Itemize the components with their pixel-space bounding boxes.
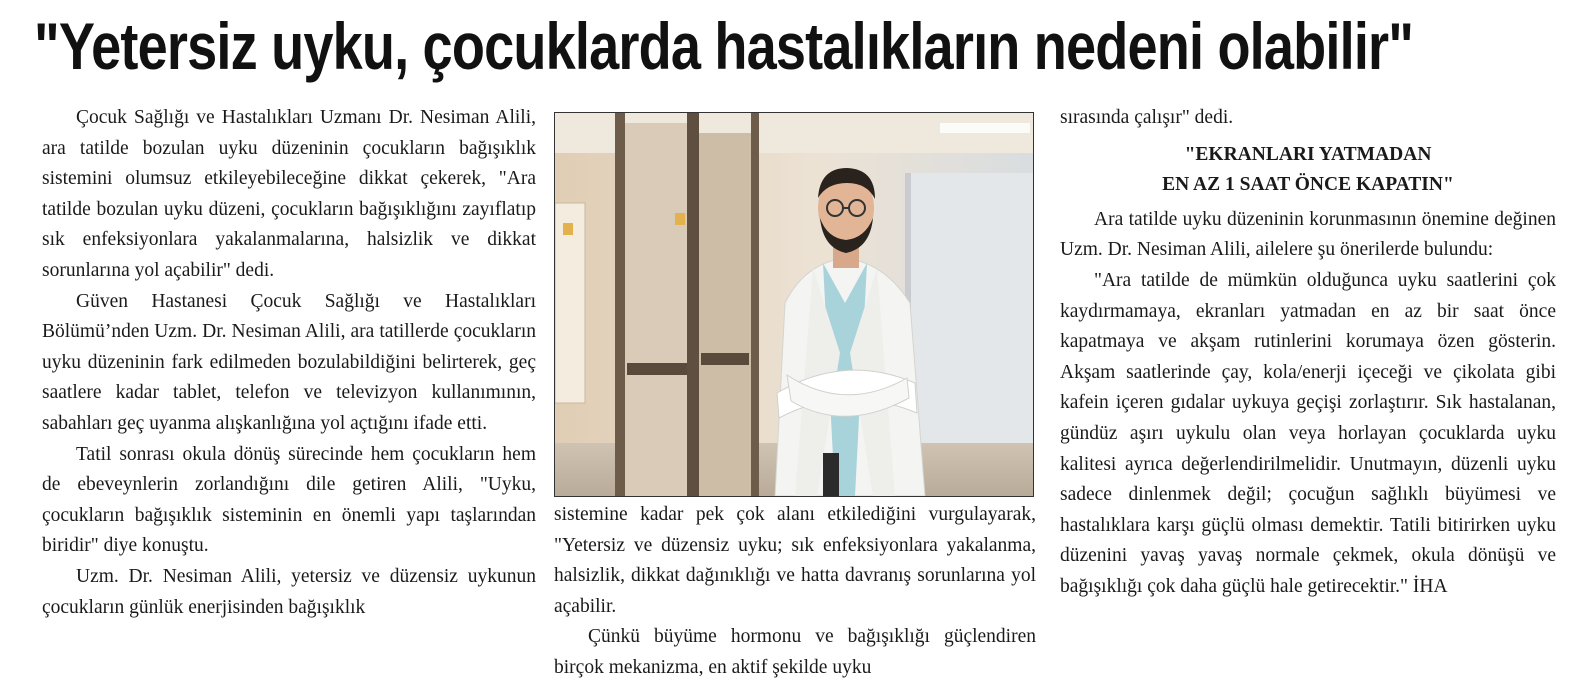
paragraph: Tatil sonrası okula dönüş sürecinde hem çocukların hem de ebeveynlerin zorlandığını dile getiren Alili, "Uyku, çocukların bağışıklık sisteminin en önemli yapı taşlarından biridir" diye konuştu. — [42, 443, 536, 557]
article-column-1 — [42, 103, 536, 623]
paragraph: sırasında çalışır" dedi. — [1060, 107, 1234, 128]
paragraph: Çocuk Sağlığı ve Hastalıkları Uzmanı Dr. Nesiman Alili, ara tatilde bozulan uyku düzeninin çocukların bağışıklık sistemini olumsuz etkileyebileceğine dikkat çekerek, "Ara tatilde bozulan uyku düzeni, çocukların bağışıklığını zayıflatıp sık enfeksiyonlara yakalanmalarına, halsizlik ve dikkat sorunlarına yol açabilir" dedi. — [42, 107, 536, 281]
subheading-line: EN AZ 1 SAAT ÖNCE KAPATIN" — [1162, 174, 1454, 196]
headline: "Yetersiz uyku, çocuklarda hastalıkların nedeni olabilir" — [34, 9, 1414, 83]
subheading — [1060, 140, 1556, 201]
paragraph: Ara tatilde uyku düzeninin korunmasının önemine değinen Uzm. Dr. Nesiman Alili, ailelere şu önerilerde bulundu: — [1060, 208, 1556, 261]
doctor-photo — [554, 112, 1034, 497]
doctor-portrait-icon — [555, 113, 1033, 496]
subheading-line: "EKRANLARI YATMADAN — [1184, 143, 1432, 165]
paragraph: "Ara tatilde de mümkün olduğunca uyku saatlerini çok kaydırmamaya, ekranları yatmadan en az bir saat önce kapatmaya ve akşam rutinlerini korumaya özen gösterin. Akşam saatlerinde çay, kola/enerji içeceği ve çikolata gibi kafein içeren gıdalar uykuya geçişi zorlaştırır. Sık hastalanan, gündüz aşırı uykulu olan veya horlayan çocuklarda uyku kalitesi ayrıca değerlendirilmelidir. Unutmayın, düzenli uyku sadece dinlenmek değil; çocuğun sağlıklı büyümesi ve hastalıklara karşı güçlü olması demektir. Tatili bitirirken uyku düzenini yavaş yavaş normale çekmek, okula dönüşü ve bağışıklığı çok daha güçlü hale getirecektir." İHA — [1060, 269, 1556, 597]
paragraph: Çünkü büyüme hormonu ve bağışıklığı güçlendiren birçok mekanizma, en aktif şekilde uyku — [554, 626, 1036, 678]
paragraph: Uzm. Dr. Nesiman Alili, yetersiz ve düzensiz uykunun çocukların günlük enerjisinden bağışıklık — [42, 565, 536, 618]
paragraph: Güven Hastanesi Çocuk Sağlığı ve Hastalıkları Bölümü’nden Uzm. Dr. Nesiman Alili, ara tatillerde çocukların uyku düzeninin fark edilmeden bozulabildiğini belirterek, geç saatlere kadar tablet, telefon ve televizyon kullanımının, sabahları geç uyanma alışkanlığına yol açtığını ifade etti. — [42, 290, 536, 434]
paragraph: sistemine kadar pek çok alanı etkilediğini vurgulayarak, "Yetersiz ve düzensiz uyku; sık enfeksiyonlara yakalanma, halsizlik, dikkat dağınıklığı ve hatta davranış sorunlarına yol açabilir. — [554, 504, 1036, 617]
article-column-3 — [1060, 103, 1556, 603]
article-column-2 — [554, 500, 1036, 684]
